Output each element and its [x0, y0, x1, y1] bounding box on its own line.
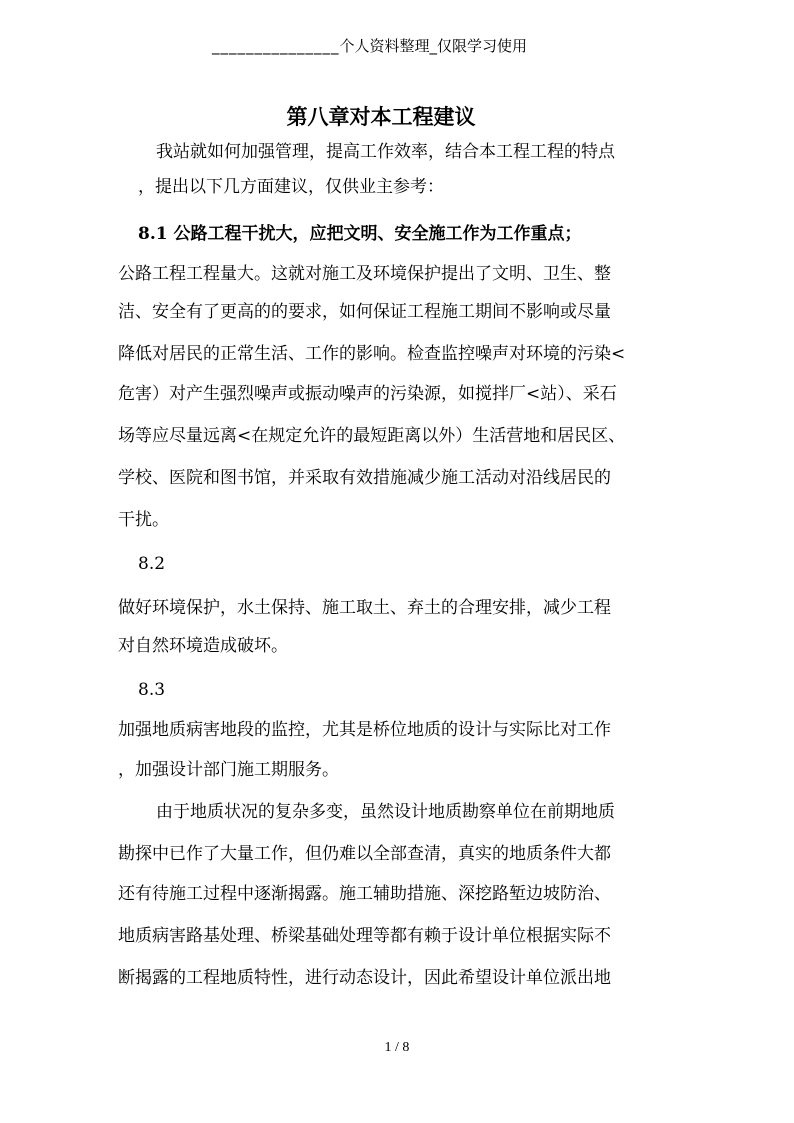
- section-8-2-heading: 8.2: [138, 554, 166, 574]
- chapter-title: 第八章对本工程建议: [286, 104, 476, 129]
- geology-line-4: 地质病害路基处理、桥梁基础处理等都有赖于设计单位根据实际不: [118, 926, 611, 946]
- s83-line-1: 加强地质病害地段的监控，尤其是桥位地质的设计与实际比对工作: [118, 720, 611, 740]
- s81-line-1: 公路工程工程量大。这就对施工及环境保护提出了文明、卫生、整: [118, 264, 611, 284]
- header-text: 个人资料整理_仅限学习使用: [339, 37, 528, 55]
- geology-line-3: 还有待施工过程中逐渐揭露。施工辅助措施、深挖路堑边坡防治、: [118, 884, 611, 904]
- s82-line-1: 做好环境保护，水土保持、施工取土、弃土的合理安排，减少工程: [118, 598, 611, 618]
- page-header: [212, 36, 527, 56]
- s82-line-2: 对自然环境造成破坏。: [118, 636, 288, 656]
- s81-line-7: 干扰。: [118, 510, 169, 530]
- s81-line-5: 场等应尽量远离<在规定允许的最短距离以外）生活营地和居民区、: [118, 426, 626, 446]
- intro-line-2: ，提出以下几方面建议，仅供业主参考：: [138, 177, 444, 197]
- header-dots: _______________: [212, 37, 340, 55]
- page-number: 1 / 8: [384, 1040, 410, 1055]
- s81-line-6: 学校、医院和图书馆，并采取有效措施减少施工活动对沿线居民的: [118, 468, 611, 488]
- intro-line-1: 我站就如何加强管理，提高工作效率，结合本工程工程的特点: [156, 142, 615, 162]
- section-8-1-heading: 8.1 公路工程干扰大，应把文明、安全施工作为工作重点；: [138, 224, 582, 244]
- geology-line-2: 勘探中已作了大量工作，但仍难以全部查清，真实的地质条件大都: [118, 844, 611, 864]
- s81-line-4: 危害）对产生强烈噪声或振动噪声的污染源，如搅拌厂<站）、采石: [118, 384, 617, 404]
- s83-line-2: ，加强设计部门施工期服务。: [118, 760, 339, 780]
- geology-line-5: 断揭露的工程地质特性，进行动态设计，因此希望设计单位派出地: [118, 968, 611, 988]
- section-8-3-heading: 8.3: [138, 680, 166, 700]
- geology-line-1: 由于地质状况的复杂多变，虽然设计地质勘察单位在前期地质: [156, 802, 615, 822]
- s81-line-3: 降低对居民的正常生活、工作的影响。检查监控噪声对环境的污染<: [118, 344, 626, 364]
- s81-line-2: 洁、安全有了更高的的要求，如何保证工程施工期间不影响或尽量: [118, 302, 611, 322]
